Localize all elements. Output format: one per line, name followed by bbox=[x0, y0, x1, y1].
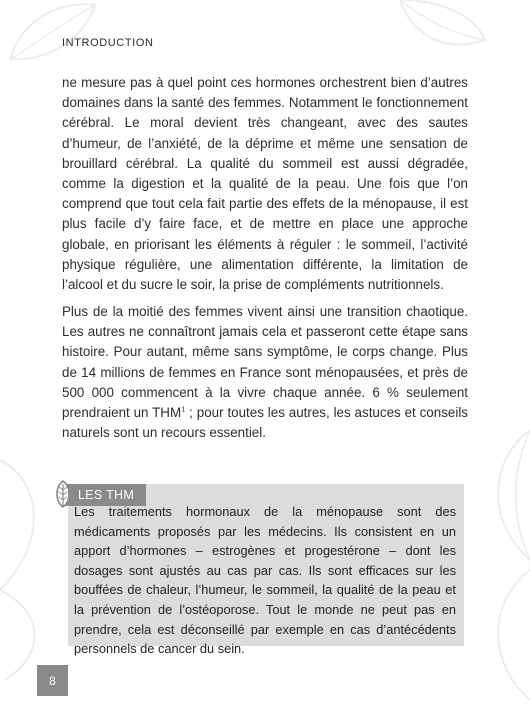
body-paragraph: ne mesure pas à quel point ces hormones orchestrent bien d’autres domaines dans la santé des femmes. Notamment le fonctionnement cérébral. Le moral devient très changeant, avec des sautes d’humeur, de l’anxiété, de la déprime et même une sensation de brouillard cérébral. La qualité du sommeil est aussi dégradée, comme la digestion et la qualité de la peau. Une fois que l’on comprend que tout cela fait partie des effets de la ménopause, il est plus facile d’y faire face, et de mettre en place une approche globale, en priorisant les éléments à réguler : le sommeil, l’activité physique régulière, une alimentation différente, la limitation de l’alcool et du sucre le soir, la prise de compléments nutritionnels. bbox=[62, 75, 468, 293]
section-title: INTRODUCTION bbox=[62, 37, 154, 49]
leaf-decoration-icon bbox=[470, 430, 530, 710]
body-paragraph bbox=[62, 302, 468, 443]
info-box-text: Les traitements hormonaux de la ménopause sont des médicaments proposés par les médecins. Ils consistent en un apport d’hormones – estrogènes et progestérone – dont les dosages sont ajustés au cas par cas. Ils sont efficaces sur les bouffées de chaleur, l’humeur, le sommeil, la qualité de la peau et la prévention de l’ostéoporose. Tout le monde ne peut pas en prendre, cela est déconseillé par exemple en cas d’antécédents personnels de cancer du sein. bbox=[74, 504, 456, 657]
paragraph-text: ; pour toutes les autres, les astuces et conseils naturels sont un recours essentiel. bbox=[62, 405, 468, 441]
paragraph-text: Plus de la moitié des femmes vivent ainsi une transition chaotique. Les autres ne connaîtront jamais cela et passeront cette étape sans histoire. Pour autant, même sans symptôme, le corps change. Plus de 14 millions de femmes en France sont ménopausées, et près de 500 000 commencent à la vivre chaque année. 6 % seulement prendraient un THM bbox=[62, 304, 468, 421]
leaf-decoration-icon bbox=[0, 440, 60, 680]
leaf-decoration-icon bbox=[380, 0, 490, 60]
info-box-title: LES THM bbox=[78, 488, 135, 502]
footnote-marker: 1 bbox=[181, 404, 186, 414]
leaf-icon bbox=[54, 480, 72, 511]
page-number: 8 bbox=[37, 665, 68, 696]
info-box bbox=[62, 484, 464, 657]
leaf-decoration-icon bbox=[0, 0, 120, 60]
